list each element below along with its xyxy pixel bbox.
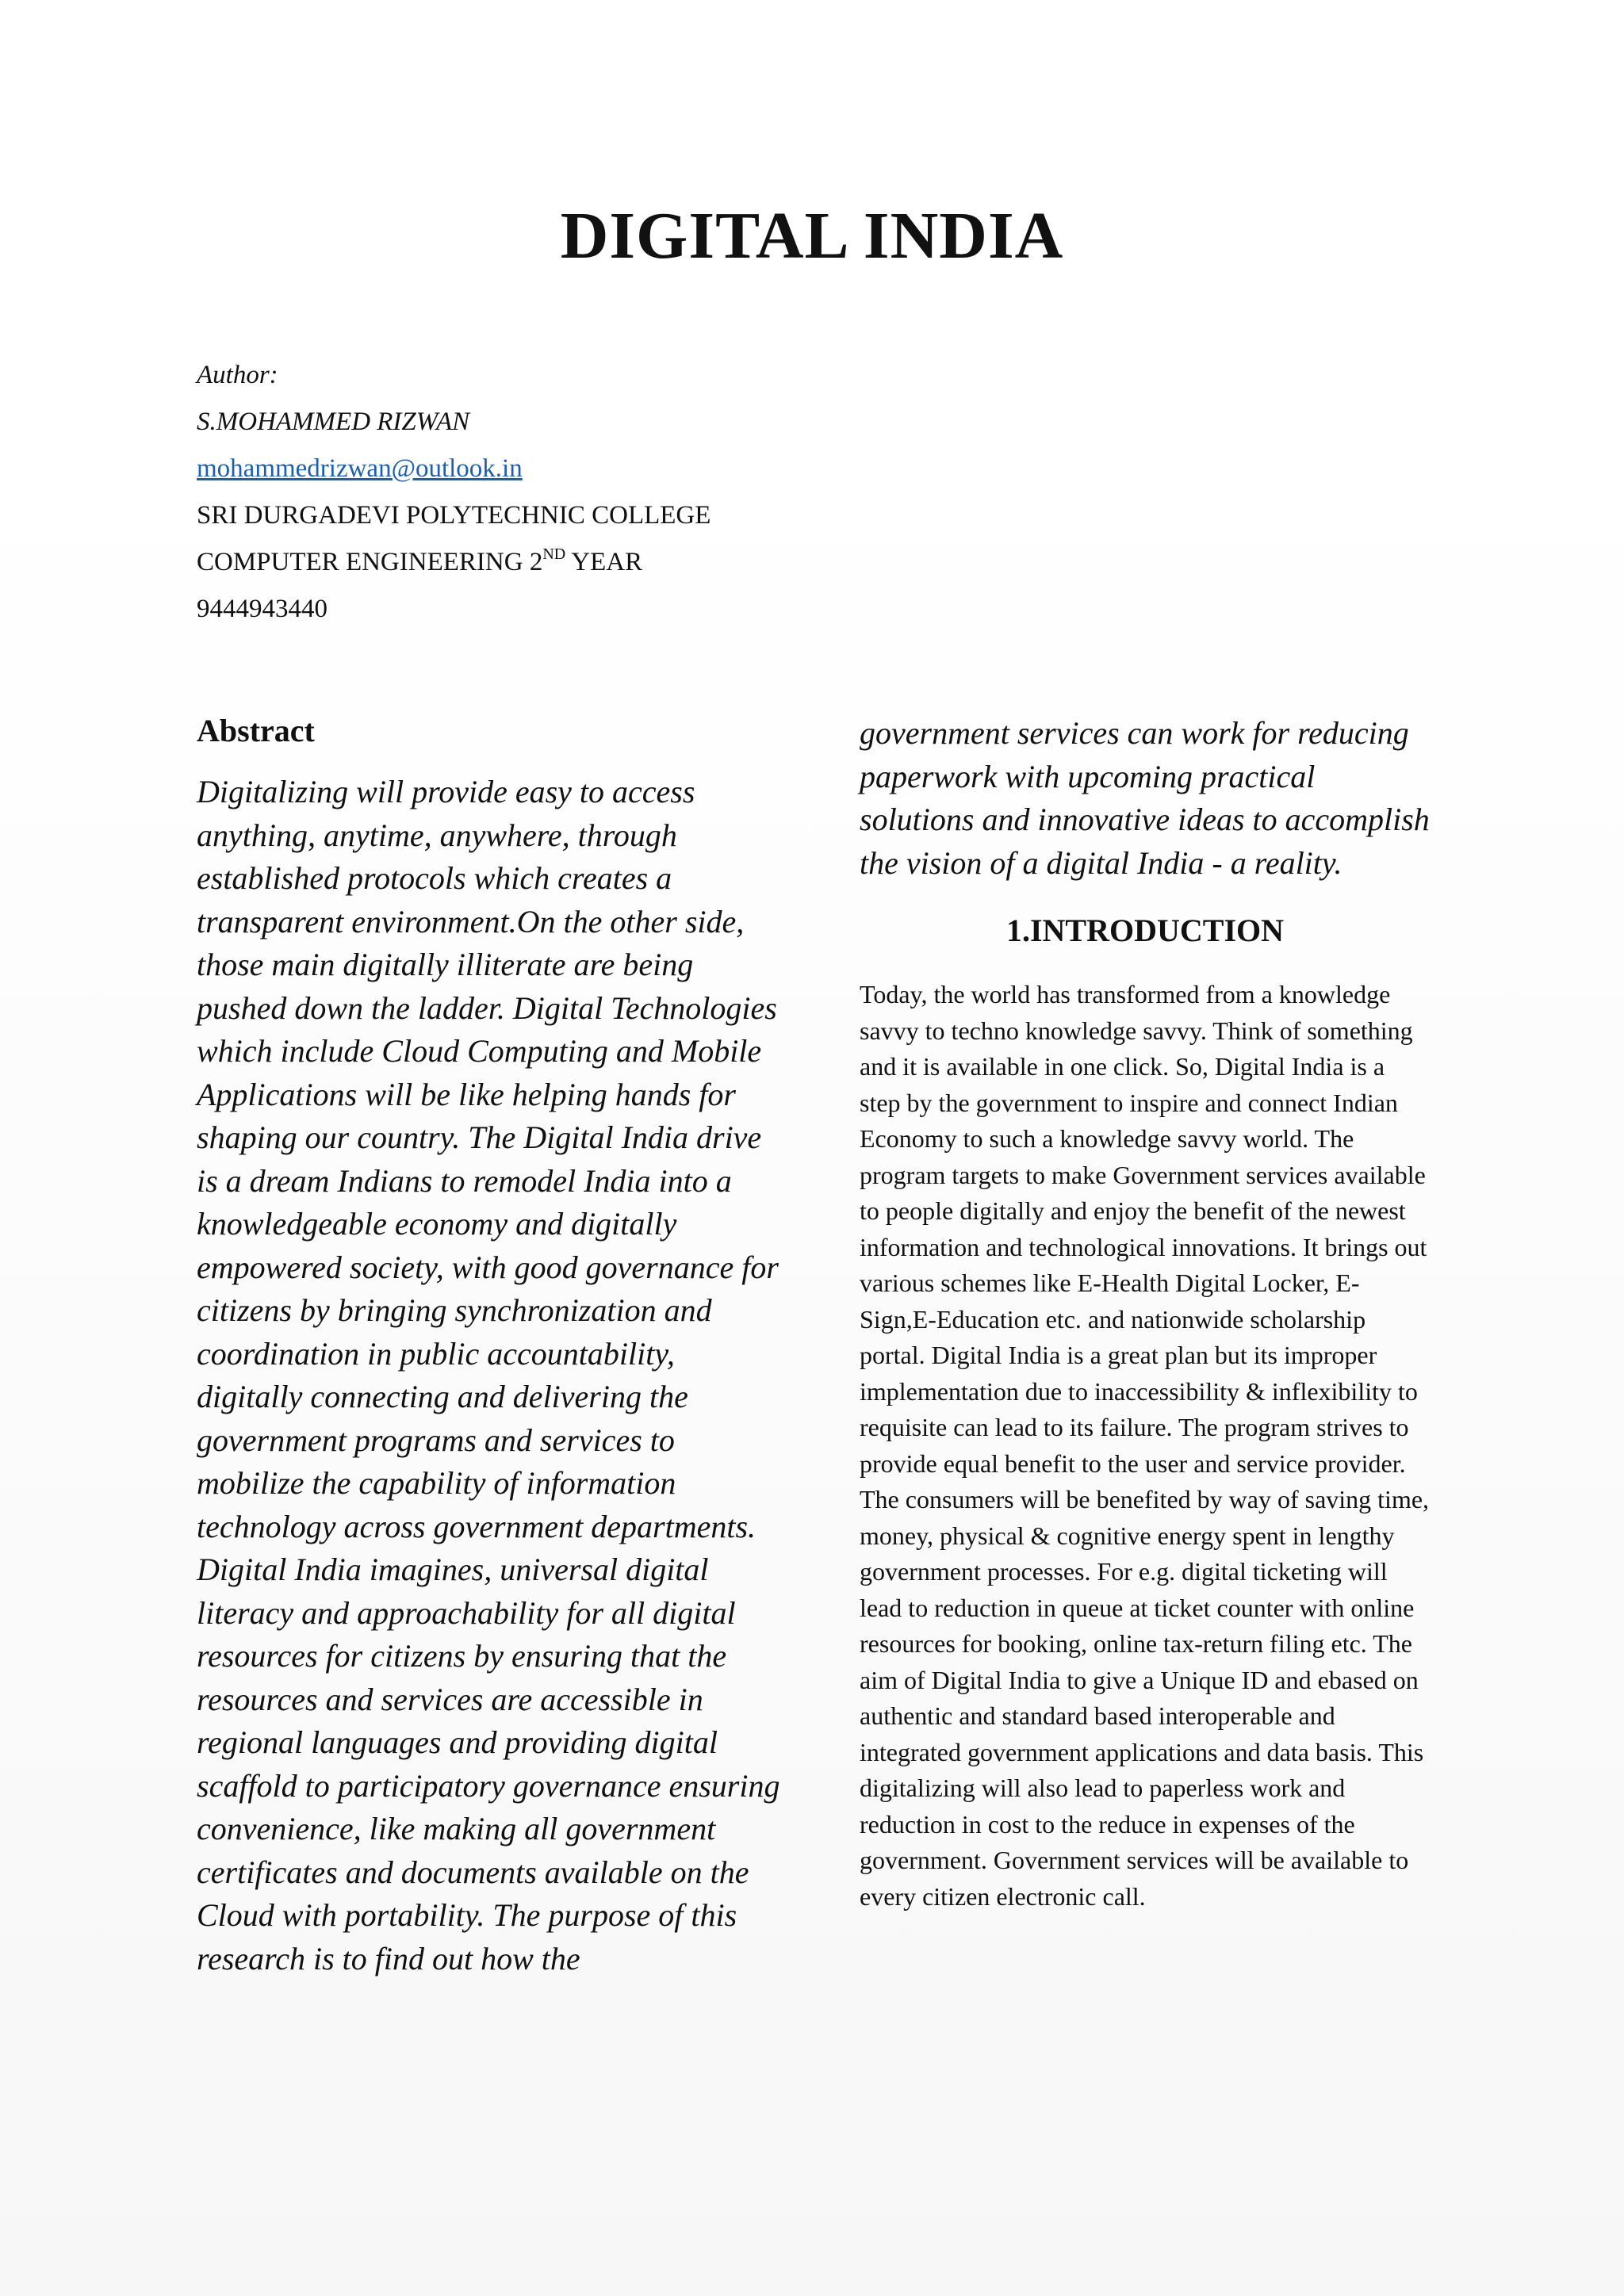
abstract-heading: Abstract [197, 713, 315, 748]
introduction-body: Today, the world has transformed from a knowledge savvy to techno knowledge savvy. Think of something and it is available in one click. So, Digital India is a step by the government to inspire and connect Indian Economy to such a knowledge savvy world. The program targets to make Government services available to people digitally and enjoy the benefit of the newest information and technological innovations. It brings out various schemes like E-Health Digital Locker, E-Sign,E-Education etc. and nationwide scholarship portal. Digital India is a great plan but its improper implementation due to inaccessibility & inflexibility to requisite can lead to its failure. The program strives to provide equal benefit to the user and service provider. The consumers will be benefited by way of saving time, money, physical & cognitive energy spent in lengthy government processes. For e.g. digital ticketing will lead to reduction in queue at ticket counter with online resources for booking, online tax-return filing etc. The aim of Digital India to give a Unique ID and ebased on authentic and standard based interoperable and integrated government applications and data basis. This digitalizing will also lead to paperless work and reduction in cost to the reduce in expenses of the government. Government services will be available to every citizen electronic call. [860, 980, 1430, 1911]
author-email-row [197, 446, 1307, 492]
author-label: Author: [197, 361, 278, 389]
abstract-body: Digitalizing will provide easy to access anything, anytime, anywhere, through established protocols which creates a transparent environment.On the other side, those main digitally illiterate are being pushed down the ladder. Digital Technologies which include Cloud Computing and Mobile Applications will be like helping hands for shaping our country. The Digital India drive is a dream Indians to remodel India into a knowledgeable economy and digitally empowered society, with good governance for citizens by bringing synchronization and coordination in public accountability, digitally connecting and delivering the government programs and services to mobilize the capability of information technology across government departments. Digital India imagines, universal digital literacy and approachability for all digital resources for citizens by ensuring that the resources and services are accessible in regional languages and providing digital scaffold to participatory governance ensuring convenience, like making all government certificates and documents available on the Cloud with portability. The purpose of this research is to find out how the [197, 774, 780, 1976]
author-college: SRI DURGADEVI POLYTECHNIC COLLEGE [197, 501, 711, 530]
author-email-link[interactable]: mohammedrizwan@outlook.in [197, 454, 523, 483]
author-name: S.MOHAMMED RIZWAN [197, 408, 470, 436]
author-department [197, 539, 1307, 586]
abstract-continuation: government services can work for reducing paperwork with upcoming practical solutions and innovative ideas to accomplish the vision of a digital India - a reality. [860, 715, 1430, 881]
author-phone: 9444943440 [197, 595, 327, 623]
department-suffix: YEAR [565, 548, 643, 576]
right-column [860, 712, 1431, 1915]
department-prefix: COMPUTER ENGINEERING 2 [197, 548, 543, 576]
paper-title: DIGITAL INDIA [560, 199, 1064, 273]
author-block [197, 352, 1307, 633]
introduction-heading: 1.INTRODUCTION [1005, 913, 1285, 948]
left-column [197, 707, 783, 1980]
department-superscript: ND [542, 545, 566, 563]
